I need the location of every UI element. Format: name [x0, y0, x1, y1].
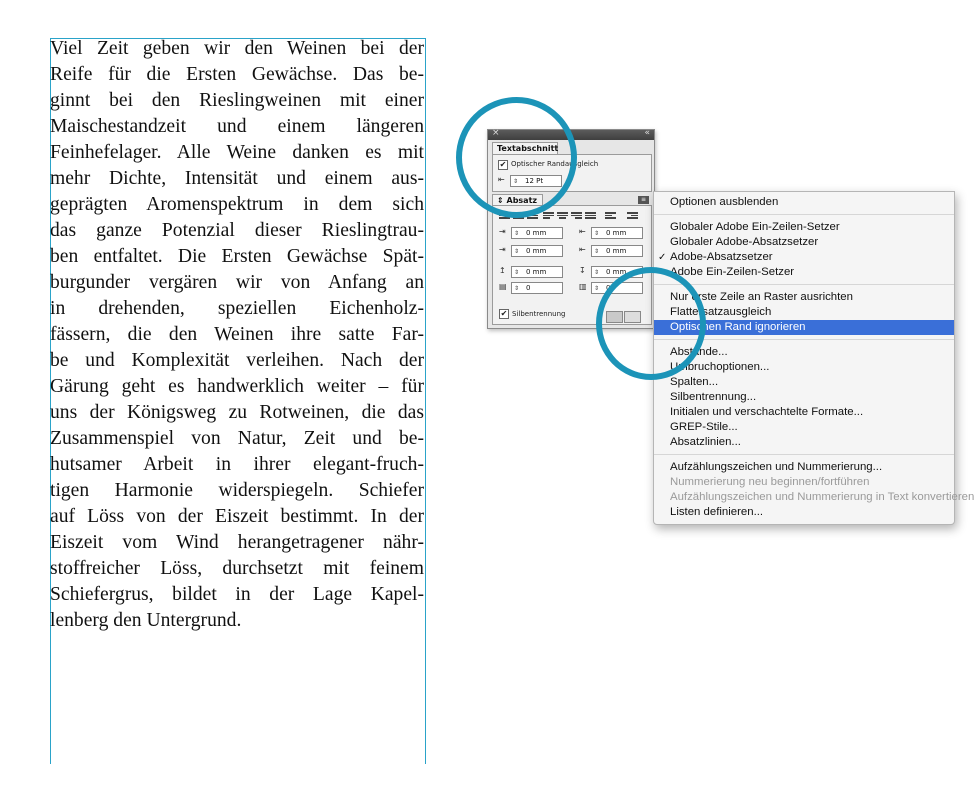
dropcap-chars-field[interactable]: ⇕ 0 — [591, 282, 643, 294]
menu-item[interactable]: Abstände... — [670, 346, 728, 358]
text-line: ben entfaltet. Die Ersten Gewächse Spät- — [50, 246, 424, 267]
menu-item[interactable]: Nur erste Zeile an Raster ausrichten — [670, 291, 853, 303]
close-icon[interactable]: × — [492, 128, 500, 138]
stepper-icon[interactable]: ⇕ — [514, 285, 520, 292]
panel-menu-button[interactable]: ≡ — [638, 196, 649, 204]
justify-center-icon[interactable] — [557, 211, 568, 220]
space-before-field[interactable]: ⇕ 0 mm — [511, 266, 563, 278]
stepper-icon[interactable]: ⇕ — [594, 285, 600, 292]
menu-item[interactable]: Globaler Adobe-Absatzsetzer — [670, 236, 819, 248]
text-line: geprägten Aromenspektrum in dem sich — [50, 194, 424, 215]
menu-separator — [654, 214, 954, 215]
menu-item[interactable]: Listen definieren... — [670, 506, 764, 518]
text-line: Viel Zeit geben wir den Weinen bei der — [50, 38, 424, 59]
stepper-icon[interactable]: ⇕ — [594, 269, 600, 276]
right-indent-icon: ⇤ — [579, 227, 586, 236]
menu-item[interactable]: Aufzählungszeichen und Nummerierung... — [670, 461, 883, 473]
menu-item-disabled: Nummerierung neu beginnen/fortführen — [670, 476, 870, 488]
stepper-icon[interactable]: ⇕ — [513, 178, 519, 185]
text-line: mehr Dichte, Intensität und einem aus- — [50, 168, 424, 189]
hyphenation-checkbox[interactable]: ✔ — [500, 309, 508, 318]
text-line: hutsamer Arbeit in ihrer elegant-fruch- — [50, 454, 424, 475]
optical-margin-checkbox[interactable]: ✔ — [499, 160, 507, 169]
last-line-indent-field[interactable]: ⇕ 0 mm — [591, 245, 643, 257]
optical-margin-size-field[interactable]: ⇕ 12 Pt — [510, 175, 562, 187]
left-indent-field[interactable]: ⇕ 0 mm — [511, 227, 563, 239]
menu-separator — [654, 284, 954, 285]
optical-margin-label: Optischer Randausgleich — [511, 160, 599, 168]
space-after-field[interactable]: ⇕ 0 mm — [591, 266, 643, 278]
dropcap-lines-icon: ▤ — [499, 282, 507, 291]
menu-separator — [654, 454, 954, 455]
text-line: Reife für die Ersten Gewächse. Das be- — [50, 64, 424, 85]
left-indent-icon: ⇥ — [499, 227, 506, 236]
tab-absatz[interactable]: ⇕ Absatz — [492, 194, 543, 206]
align-away-from-spine-icon[interactable] — [627, 211, 638, 220]
menu-item[interactable]: Optionen ausblenden — [670, 196, 779, 208]
menu-item[interactable]: Absatzlinien... — [670, 436, 741, 448]
menu-item-disabled: Aufzählungszeichen und Nummerierung in Text konvertieren — [670, 491, 974, 503]
text-line: Maischestandzeit und einem längeren — [50, 116, 424, 137]
checkmark-icon: ✓ — [658, 252, 667, 263]
space-after-icon: ↧ — [579, 266, 586, 275]
text-line: Eiszeit vom Wind herangetragener nähr- — [50, 532, 424, 553]
stepper-icon[interactable]: ⇕ — [514, 269, 520, 276]
first-line-indent-field[interactable]: ⇕ 0 mm — [511, 245, 563, 257]
text-line: fässern, die den Weinen ihre satte Far- — [50, 324, 424, 345]
menu-item[interactable]: Initialen und verschachtelte Formate... — [670, 406, 864, 418]
paragraph-panel-menu — [653, 191, 974, 525]
menu-item[interactable]: GREP-Stile... — [670, 421, 738, 433]
text-line: tigen Harmonie widerspiegeln. Schiefer — [50, 480, 424, 501]
stepper-icon[interactable]: ⇕ — [514, 248, 520, 255]
text-line: Schiefergrus, bildet in der Lage Kapel- — [50, 584, 424, 605]
highlight-circle — [596, 267, 706, 380]
first-line-indent-icon: ⇥ — [499, 245, 506, 254]
right-indent-field[interactable]: ⇕ 0 mm — [591, 227, 643, 239]
text-line: stoffreicher Löss, durchsetzt mit feinem — [50, 558, 424, 579]
last-line-indent-icon: ⇤ — [579, 245, 586, 254]
stepper-icon[interactable]: ⇕ — [514, 230, 520, 237]
justify-right-icon[interactable] — [571, 211, 582, 220]
collapse-icon[interactable]: « — [644, 128, 650, 138]
menu-item-highlighted[interactable]: Optischen Rand ignorieren — [654, 320, 954, 335]
stepper-icon[interactable]: ⇕ — [594, 248, 600, 255]
text-line: Zusammenspiel von Natur, Zeit und be- — [50, 428, 424, 449]
margin-size-icon: ⇤ — [498, 175, 505, 184]
text-line: uns der Königsweg zu Rotweinen, die das — [50, 402, 424, 423]
tab-textabschnitt[interactable]: Textabschnitt — [492, 142, 558, 155]
hyphenation-label: Silbentrennung — [512, 310, 566, 318]
text-line: in drehenden, speziellen Eichenholz- — [50, 298, 424, 319]
menu-item[interactable]: Globaler Adobe Ein-Zeilen-Setzer — [670, 221, 840, 233]
text-line: auf Löss von der Eiszeit bestimmt. In der — [50, 506, 424, 527]
stepper-icon[interactable]: ⇕ — [594, 230, 600, 237]
text-line: Gärung geht es handwerklich weiter – für — [50, 376, 424, 397]
text-line: lenberg den Untergrund. — [50, 610, 242, 631]
menu-item[interactable]: Spalten... — [670, 376, 719, 388]
justify-left-icon[interactable] — [543, 211, 554, 220]
menu-item[interactable]: Flattersatzausgleich — [670, 306, 772, 318]
dropcap-chars-icon: ▥ — [579, 282, 587, 291]
align-towards-spine-icon[interactable] — [605, 211, 616, 220]
text-line: das ganze Potenzial dieser Rieslingtrau- — [50, 220, 424, 241]
menu-item[interactable]: Silbentrennung... — [670, 391, 757, 403]
text-line: burgunder vergären wir von Anfang an — [50, 272, 424, 293]
justify-all-icon[interactable] — [585, 211, 596, 220]
text-line: Feinhefelager. Alle Weine danken es mit — [50, 142, 424, 163]
menu-item-checked[interactable]: ✓ Adobe-Absatzsetzer — [658, 251, 773, 263]
menu-item[interactable]: Adobe Ein-Zeilen-Setzer — [670, 266, 795, 278]
menu-item[interactable]: Umbruchoptionen... — [670, 361, 770, 373]
text-line: be und Komplexität verleihen. Nach der — [50, 350, 424, 371]
space-before-icon: ↥ — [499, 266, 506, 275]
dropcap-lines-field[interactable]: ⇕ 0 — [511, 282, 563, 294]
text-line: ginnt bei den Rieslingweinen mit einer — [50, 90, 424, 111]
highlight-circle — [456, 97, 577, 218]
